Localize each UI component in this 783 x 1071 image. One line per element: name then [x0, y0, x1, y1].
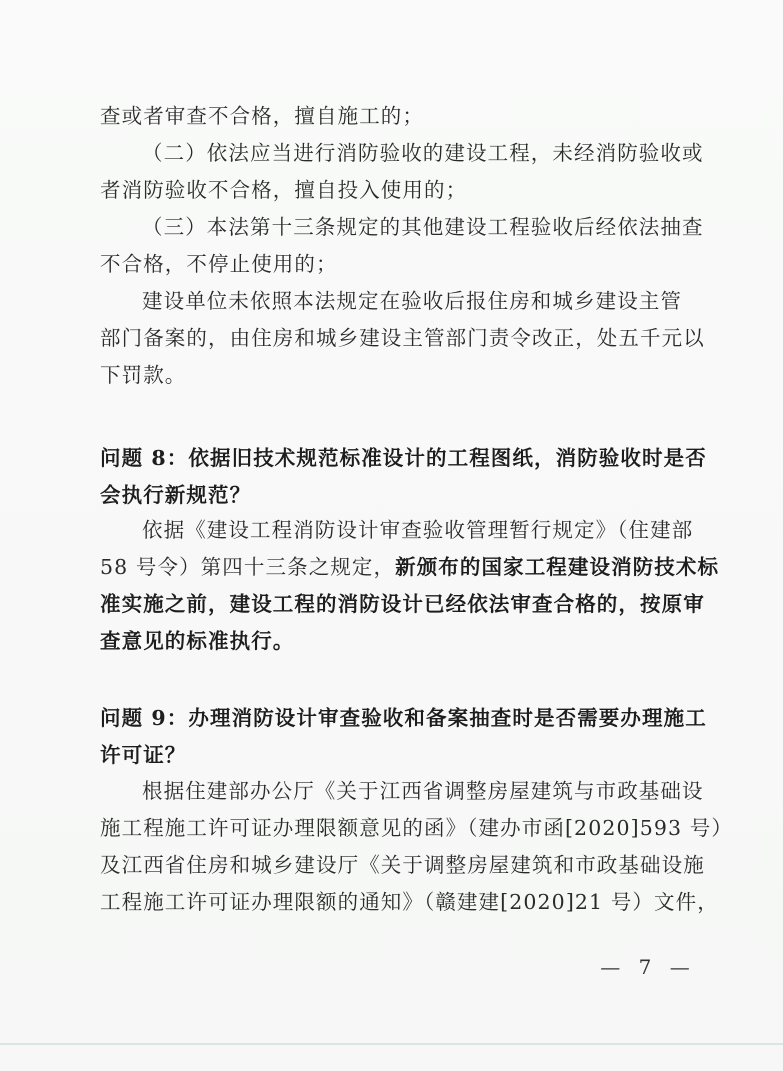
answer-line: 及江西省住房和城乡建设厅《关于调整房屋建筑和市政基础设施: [100, 853, 705, 877]
paragraph-line: 不合格，不停止使用的；: [100, 252, 338, 276]
bottom-divider: [0, 1043, 783, 1045]
answer-line: 依据《建设工程消防设计审查验收管理暂行规定》（住建部: [142, 518, 694, 542]
heading-line: 会执行新规范？: [100, 483, 252, 507]
page-number: — 7 —: [600, 955, 696, 979]
answer-text: 58 号令）第四十三条之规定，: [100, 555, 396, 579]
paragraph-line: （二）依法应当进行消防验收的建设工程，未经消防验收或: [142, 141, 704, 165]
question-8-answer: [100, 512, 720, 660]
heading-line: 问题 8：依据旧技术规范标准设计的工程图纸，消防验收时是否: [100, 446, 707, 470]
heading-line: 许可证？: [100, 743, 187, 767]
answer-emphasis: 新颁布的国家工程建设消防技术标: [395, 555, 720, 579]
heading-line: 问题 9：办理消防设计审查验收和备案抽查时是否需要办理施工: [100, 706, 707, 730]
answer-emphasis-line: 查意见的标准执行。: [100, 629, 295, 653]
answer-line: 根据住建部办公厅《关于江西省调整房屋建筑与市政基础设: [142, 779, 704, 803]
paragraph-line: 建设单位未依照本法规定在验收后报住房和城乡建设主管: [142, 289, 682, 313]
paragraph-line: 查或者审查不合格，擅自施工的；: [100, 104, 424, 128]
paragraph-line: （三）本法第十三条规定的其他建设工程验收后经依法抽查: [142, 215, 704, 239]
answer-line: 施工程施工许可证办理限额意见的函》（建办市函[2020]593 号）: [100, 816, 733, 840]
answer-line: [100, 549, 720, 586]
question-8-heading: [100, 440, 707, 514]
answer-line: 工程施工许可证办理限额的通知》（赣建建[2020]21 号）文件，: [100, 890, 719, 914]
paragraph-line: 部门备案的，由住房和城乡建设主管部门责令改正，处五千元以: [100, 326, 705, 350]
question-9-heading: [100, 700, 707, 774]
penalty-items-section: [100, 98, 705, 394]
paragraph-line: 者消防验收不合格，擅自投入使用的；: [100, 178, 468, 202]
paragraph-line: 下罚款。: [100, 363, 187, 387]
question-9-answer: [100, 773, 733, 921]
answer-emphasis-line: 准实施之前，建设工程的消防设计已经依法审查合格的，按原审: [100, 592, 705, 616]
